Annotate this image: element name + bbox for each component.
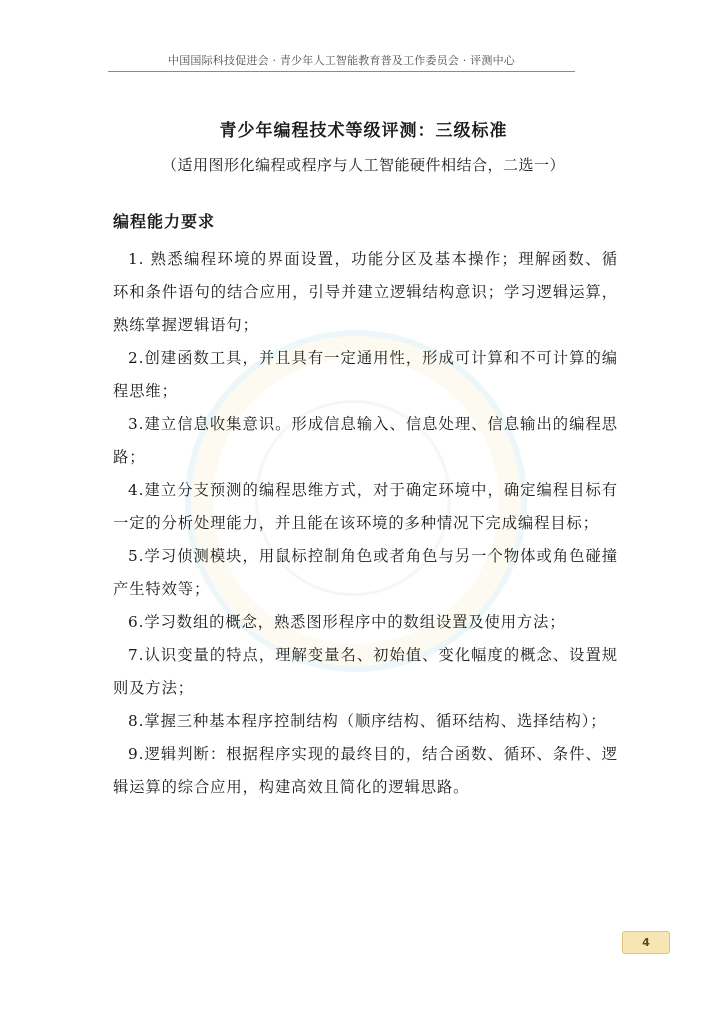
page-number-badge: 4 [622, 931, 670, 954]
requirement-item: 6.学习数组的概念，熟悉图形程序中的数组设置及使用方法； [128, 613, 566, 631]
requirement-item: 5.学习侦测模块，用鼠标控制角色或者角色与另一个物体或角色碰撞产生特效等； [113, 547, 618, 598]
requirement-item: 3.建立信息收集意识。形成信息输入、信息处理、信息输出的编程思路； [113, 415, 618, 466]
requirement-item: 1. 熟悉编程环境的界面设置，功能分区及基本操作；理解函数、循环和条件语句的结合应用，引导并建立逻辑结构意识；学习逻辑运算，熟练掌握逻辑语句； [113, 250, 618, 334]
section-heading: 编程能力要求 [113, 212, 216, 231]
page-header: 中国国际科技促进会 · 青少年人工智能教育普及工作委员会 · 评测中心 [168, 54, 515, 67]
requirement-item: 8.掌握三种基本程序控制结构（顺序结构、循环结构、选择结构）； [128, 712, 607, 730]
requirements-list [113, 243, 618, 804]
requirement-item: 2.创建函数工具，并且具有一定通用性，形成可计算和不可计算的编程思维； [113, 349, 618, 400]
document-subtitle: （适用图形化编程或程序与人工智能硬件相结合，二选一） [161, 156, 565, 174]
requirement-item: 9.逻辑判断：根据程序实现的最终目的，结合函数、循环、条件、逻辑运算的综合应用，构建高效且简化的逻辑思路。 [113, 745, 618, 796]
document-title: 青少年编程技术等级评测：三级标准 [219, 121, 508, 141]
requirement-item: 4.建立分支预测的编程思维方式，对于确定环境中，确定编程目标有一定的分析处理能力，并且能在该环境的多种情况下完成编程目标； [113, 481, 618, 532]
requirement-item: 7.认识变量的特点，理解变量名、初始值、变化幅度的概念、设置规则及方法； [113, 646, 618, 697]
header-divider [108, 71, 575, 72]
